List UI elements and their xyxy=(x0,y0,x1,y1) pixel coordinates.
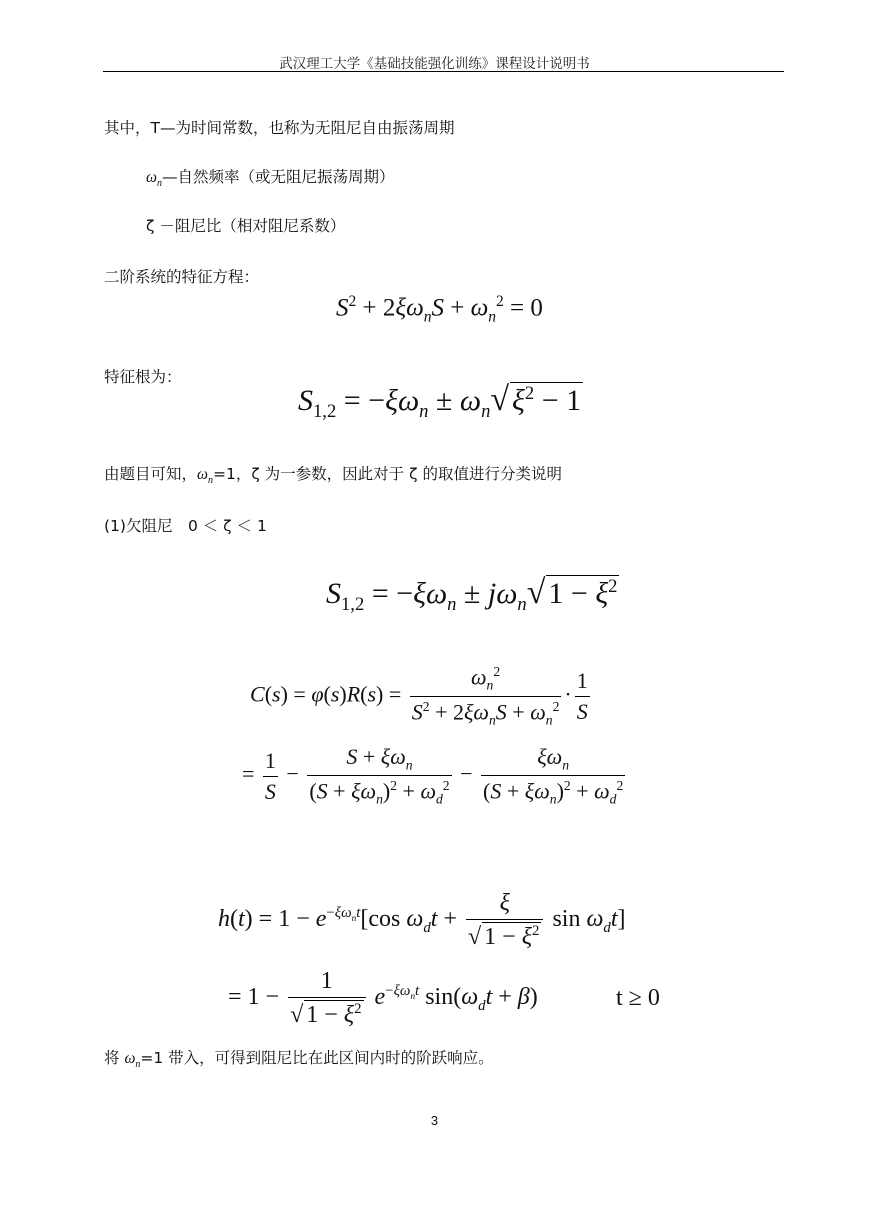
page-number: 3 xyxy=(430,1113,439,1128)
omega-n-symbol: $\omega_n$ xyxy=(124,1050,141,1071)
equation-step-response-2: = 1 − $\frac{1}{√ 1 - \xi^2}$ $e^{-\xi\omega_nt}$ $\sin(\omega_dt + \beta)$ xyxy=(228,968,538,1028)
equation-roots-underdamped: $S_{1,2} = -\xi\omega_n \pm j\omega_n√$ $1 - \xi^2$ xyxy=(326,574,618,615)
equation-step-response-1: $h(t) = 1 - e^{-\xi\omega_nt}[\cos$ $\omega_dt$ + $\frac{\xi}{√ 1 - \xi^2}$ $\sin \omega_dt$] xyxy=(218,890,626,950)
text-line-substitute: 将 $\omega_n=1$ 带入，可得到阻尼比在此区间内时的阶跃响应。 xyxy=(104,1049,494,1071)
text-line-char-eq-label: 二阶系统的特征方程： xyxy=(104,268,260,286)
header-rule xyxy=(103,71,784,72)
text-line-time-constant: 其中，T—为时间常数，也称为无阻尼自由振荡周期 xyxy=(104,119,455,137)
text-line-natural-frequency: $\omega_n—$自然频率（或无阻尼振荡周期） xyxy=(146,168,395,190)
text-line-roots-label: 特征根为： xyxy=(104,368,182,386)
text-line-underdamped: (1)欠阻尼 0 ＜ ζ ＜ 1 xyxy=(104,517,267,535)
page-header: 武汉理工大学《基础技能强化训练》课程设计说明书 xyxy=(279,56,590,72)
omega-n-symbol: $\omega_n$ xyxy=(197,466,213,487)
omega-n-symbol: $\omega_n$ xyxy=(146,169,162,190)
equation-characteristic: $S^2 + 2\xi\omega_nS + \omega_n^2 = 0$ xyxy=(336,293,543,326)
equation-laplace-2: = $\frac{1}{S}$ − $\frac{S + \xi\omega_n}{(S + \xi\omega_n)^2 + \omega_d^2}$ − $\frac{\xi\omega_n}{(S + \xi\omega_n)^2 + \omega_d^2}$ xyxy=(242,744,624,808)
equation-step-condition: t ≥ 0 xyxy=(616,985,660,1011)
text-line-given: 由题目可知，$\omega_n=1$，ζ 为一参数，因此对于 ζ 的取值进行分类说明 xyxy=(104,465,562,487)
text-line-damping-ratio: ζ －阻尼比（相对阻尼系数） xyxy=(146,217,346,235)
equation-laplace-1: C(s) = φ(s)R(s) = $\frac{\omega_n^2}{S^2 + 2\xi\omega_nS + \omega_n^2}$ · $\frac{1}{S}$ xyxy=(250,664,588,728)
equation-roots: $S_{1,2} = -\xi\omega_n \pm \omega_n√$ $\xi^2 - 1$ xyxy=(298,381,582,422)
